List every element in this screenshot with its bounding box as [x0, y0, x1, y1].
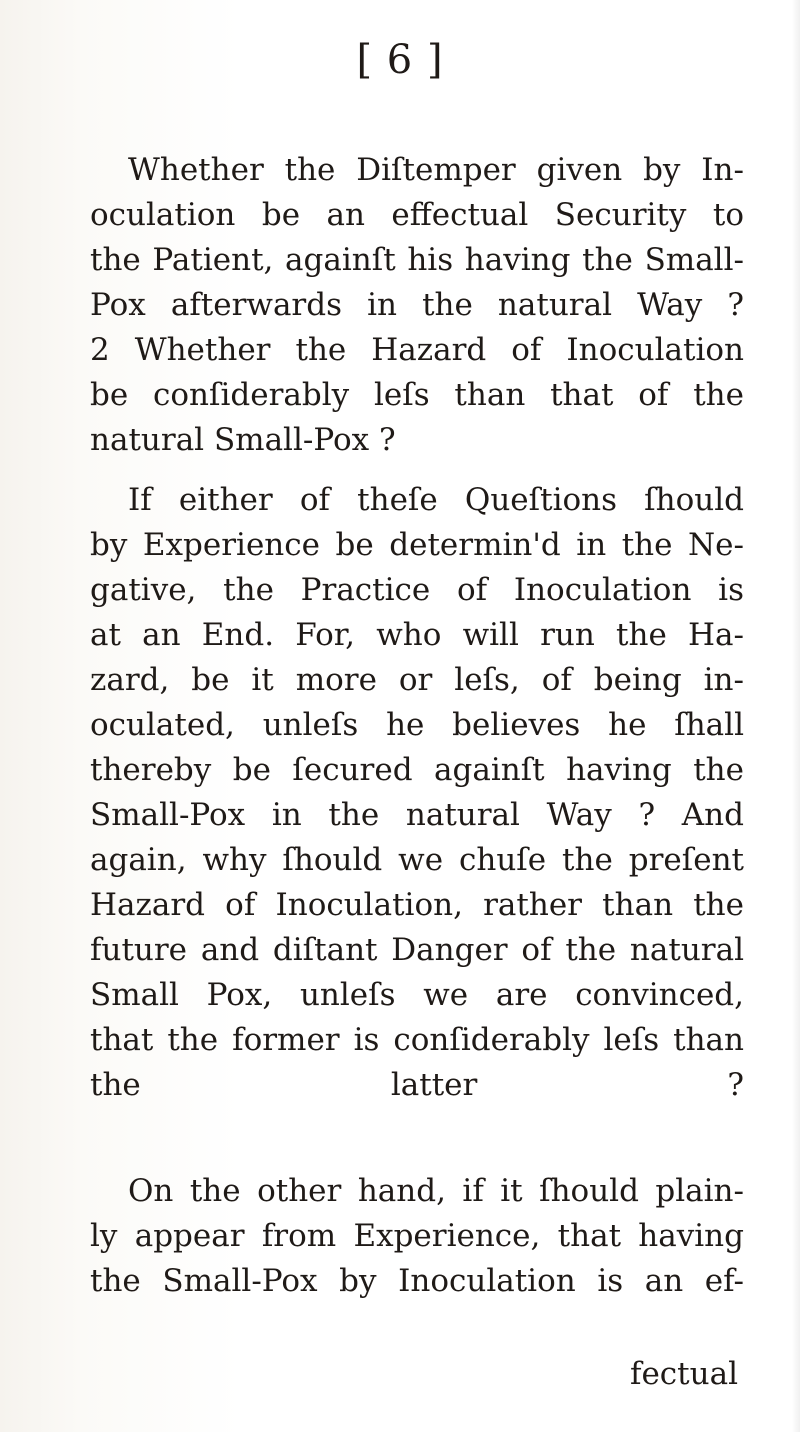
- text-line: oculated, unleſs he believes he ſhall: [90, 707, 744, 743]
- text-line: Small Pox, unleſs we are convinced,: [90, 977, 744, 1013]
- text-line: that the former is conſiderably leſs than: [90, 1022, 744, 1058]
- text-line: zard, be it more or leſs, of being in-: [90, 662, 744, 698]
- text-line: natural Small-Pox ?: [90, 422, 396, 458]
- text-line: Pox afterwards in the natural Way ?: [90, 287, 744, 323]
- text-line: thereby be ſecured againſt having the: [90, 752, 744, 788]
- text-line: by Experience be determin'd in the Ne-: [90, 527, 744, 563]
- text-line: again, why ſhould we chuſe the preſent: [90, 842, 744, 878]
- text-line: If either of theſe Queſtions ſhould: [128, 482, 744, 518]
- text-line: On the other hand, if it ſhould plain-: [128, 1173, 744, 1209]
- paragraph-1: [90, 148, 744, 463]
- paragraph-2: [90, 478, 744, 1108]
- text-line: be conſiderably leſs than that of the: [90, 377, 744, 413]
- text-line: future and diſtant Danger of the natural: [90, 932, 744, 968]
- text-line: oculation be an effectual Security to: [90, 197, 744, 233]
- text-line: Hazard of Inoculation, rather than the: [90, 887, 744, 923]
- page-edge-shadow: [792, 0, 800, 1432]
- text-line: at an End. For, who will run the Ha-: [90, 617, 744, 653]
- text-line: the Small-Pox by Inoculation is an ef-: [90, 1263, 744, 1299]
- text-line: Small-Pox in the natural Way ? And: [90, 797, 744, 833]
- text-line: Whether the Diſtemper given by In-: [128, 152, 744, 188]
- catchword: fectual: [629, 1356, 738, 1392]
- text-line: the Patient, againſt his having the Small-: [90, 242, 744, 278]
- page-number: [ 6 ]: [356, 37, 444, 83]
- paragraph-3: [90, 1169, 744, 1304]
- text-line: gative, the Practice of Inoculation is: [90, 572, 744, 608]
- text-line: 2 Whether the Hazard of Inoculation: [90, 332, 744, 368]
- text-line: the latter ?: [90, 1067, 744, 1103]
- text-line: ly appear from Experience, that having: [90, 1218, 744, 1254]
